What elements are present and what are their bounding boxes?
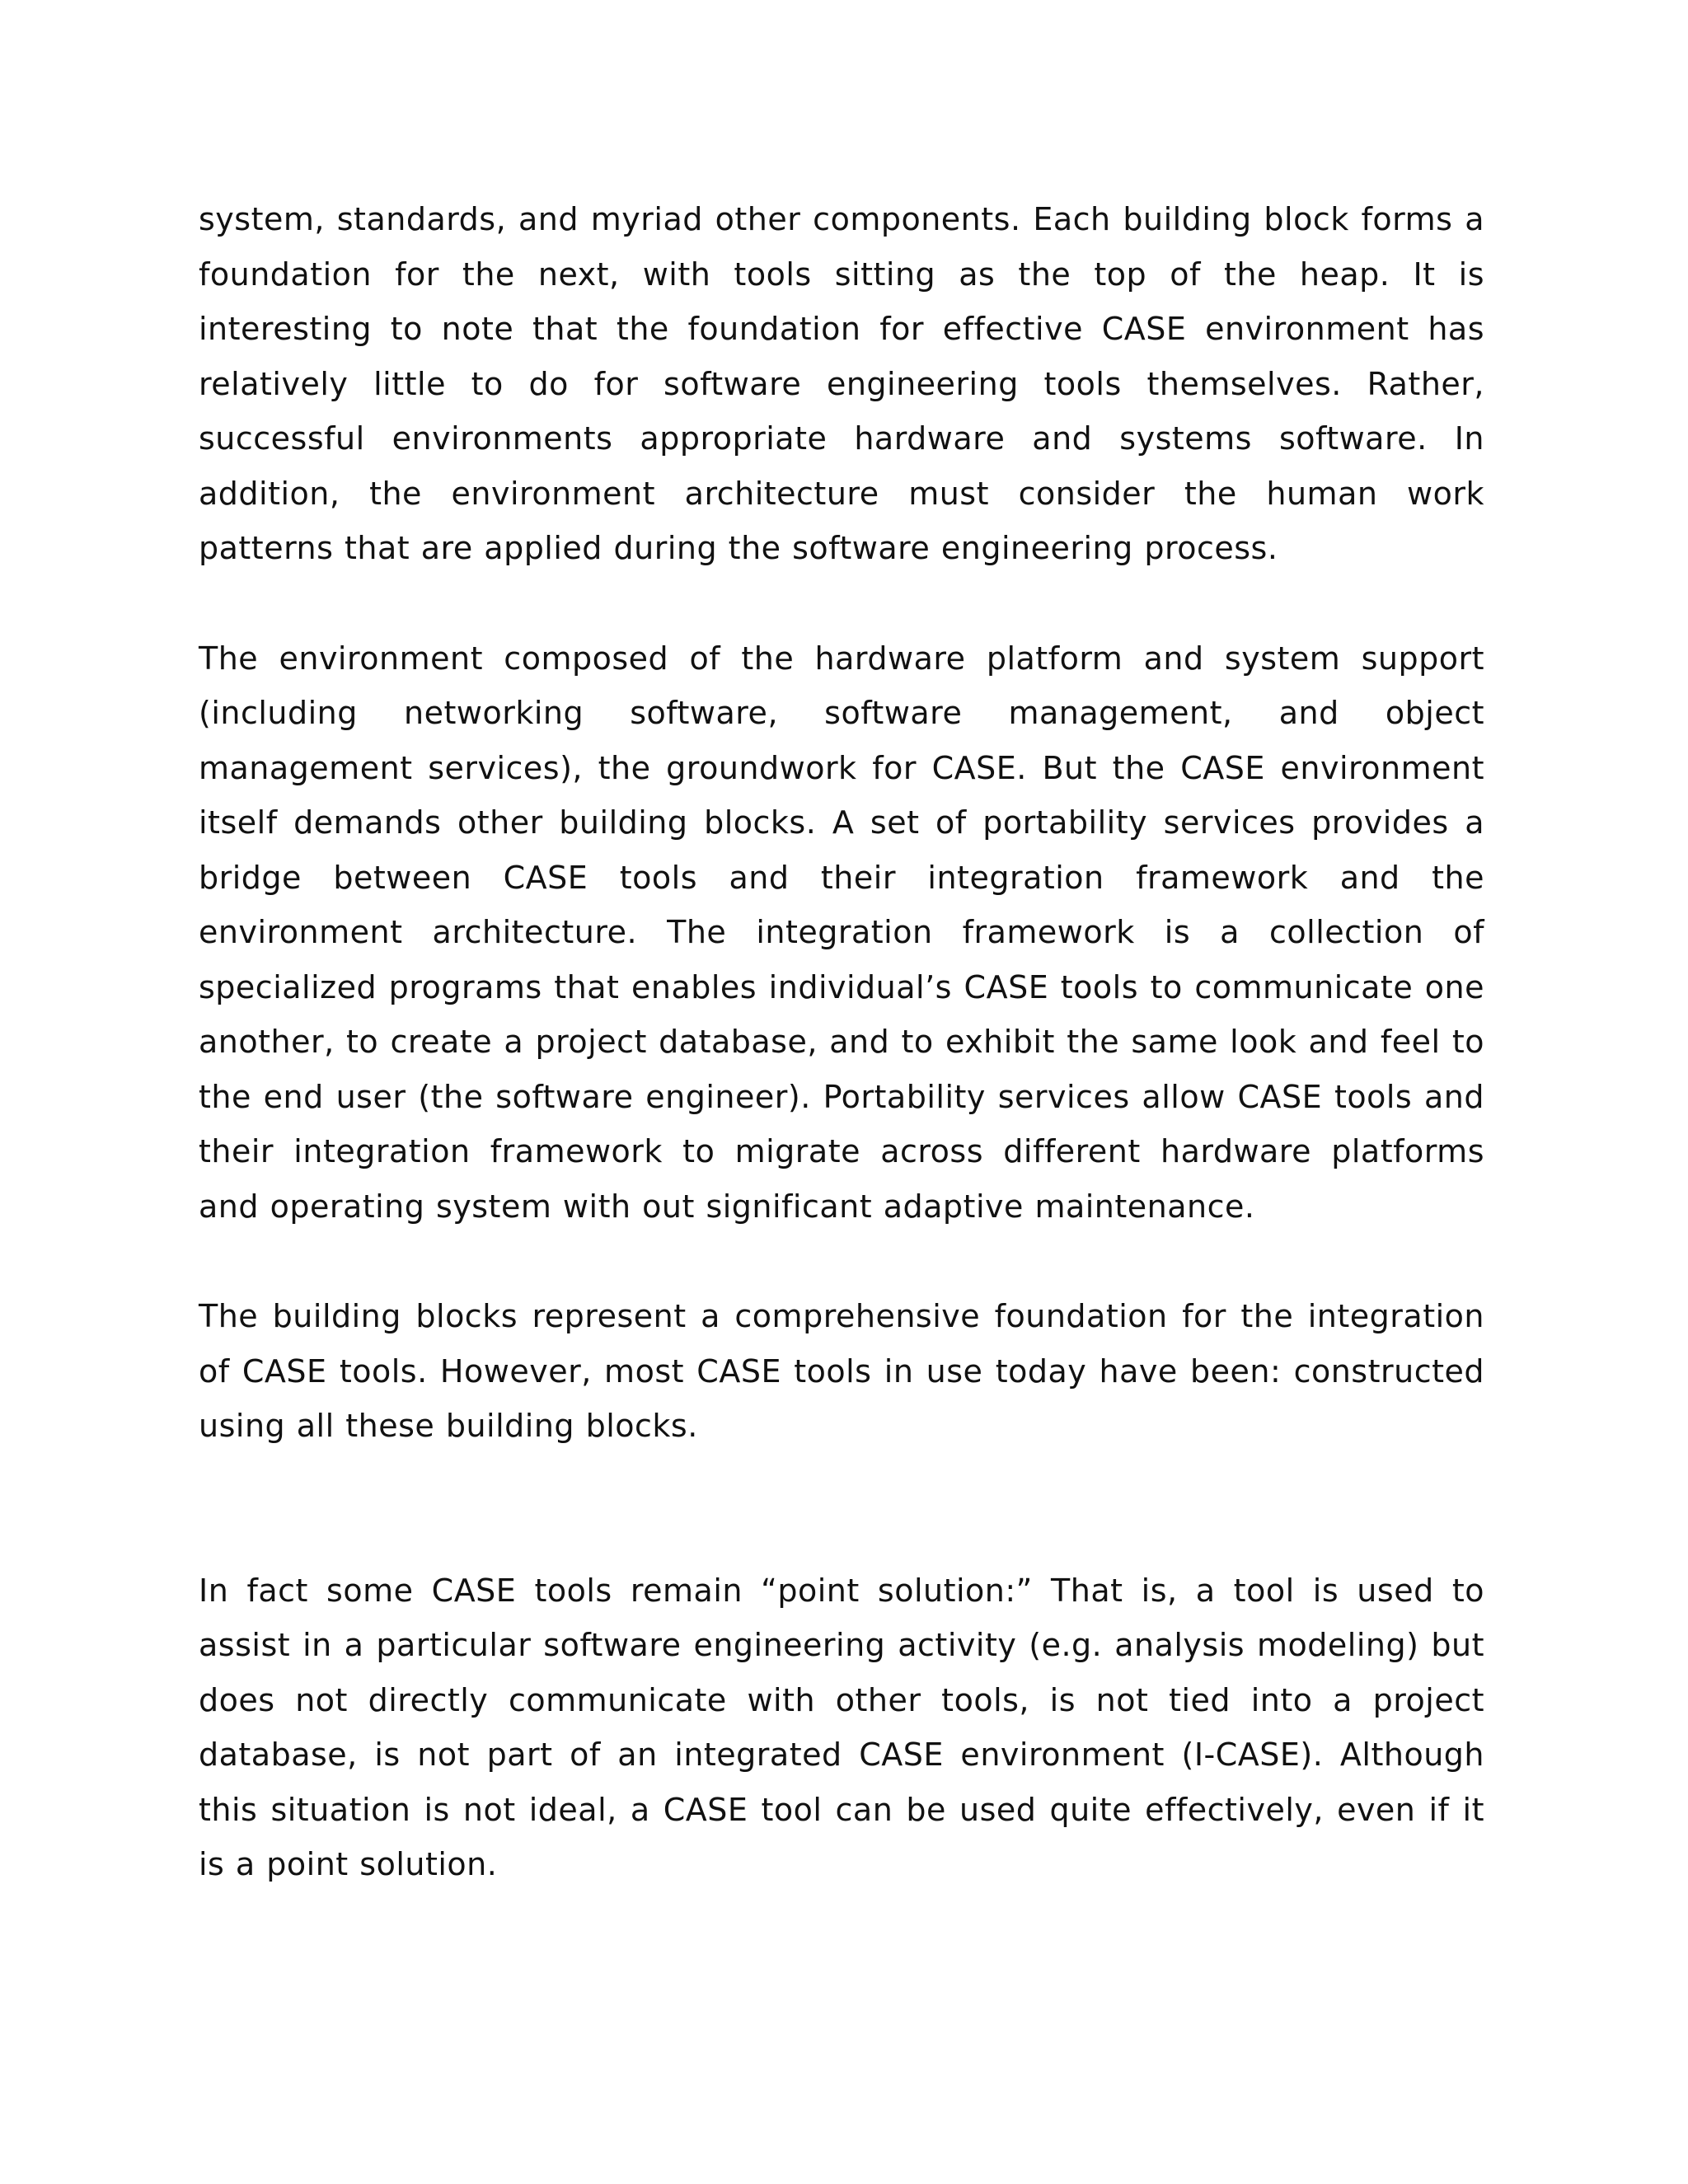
paragraph-building-blocks: The building blocks represent a comprehensive foundation for the integration of CASE tools. However, most CASE tools in use today have been: constructed using all these building blocks. xyxy=(199,1298,1484,1444)
paragraph-point-solution: In fact some CASE tools remain “point solution:” That is, a tool is used to assist in a particular software engineering activity (e.g. analysis modeling) but does not directly communicate with other tools, is not tied into a project database, is not part of an integrated CASE environment (I-CASE). Although this situation is not ideal, a CASE tool can be used quite effectively, even if it is a point solution. xyxy=(199,1572,1484,1882)
paragraph-environment: The environment composed of the hardware platform and system support (including networking software, software management, and object management services), the groundwork for CASE. But the CASE environment itself demands other building blocks. A set of portability services provides a bridge between CASE tools and their integration framework and the environment architecture. The integration framework is a collection of specialized programs that enables individual’s CASE tools to communicate one another, to create a project database, and to exhibit the same look and feel to the end user (the software engineer). Portability services allow CASE tools and their integration framework to migrate across different hardware platforms and operating system with out significant adaptive maintenance. xyxy=(199,640,1484,1225)
paragraph-continuation: system, standards, and myriad other components. Each building block forms a foundation for the next, with tools sitting as the top of the heap. It is interesting to note that the foundation for effective CASE environment has relatively little to do for software engineering tools themselves. Rather, successful environments appropriate hardware and systems software. In addition, the environment architecture must consider the human work patterns that are applied during the software engineering process. xyxy=(199,201,1484,566)
body-text xyxy=(199,192,1484,1892)
